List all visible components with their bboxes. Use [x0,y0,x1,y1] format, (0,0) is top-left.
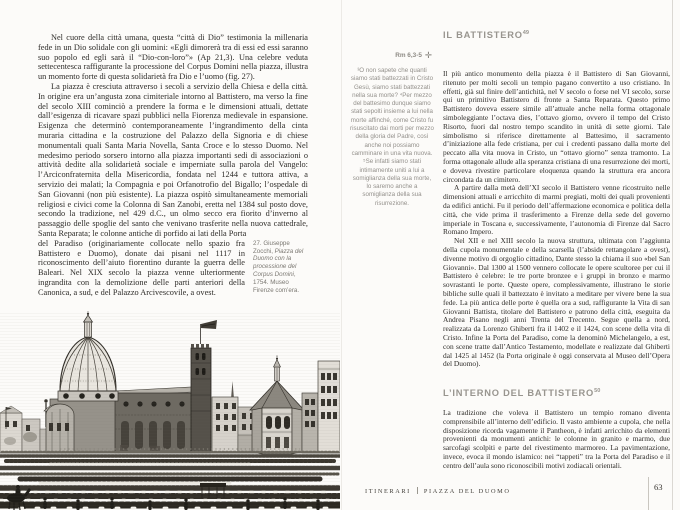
margin-note-text: ³O non sapete che quanti siamo stati battezzati in Cristo Gesù, siamo stati battezzati nella sua morte? ⁴Per mezzo del battesimo dunque siamo stati sepolti insieme a lui nella morte affinché, come Cristo fu risuscitato dai morti per mezzo della gloria del Padre, così anche noi possiamo camminare in una vita nuova. ⁵Se infatti siamo stati intimamente uniti a lui a somiglianza della sua morte, lo saremo anche a somiglianza della sua risurrezione. [350,67,434,207]
right-page [340,0,680,510]
heading-text: IL BATTISTERO [443,30,523,41]
figure-caption [253,240,308,295]
paragraph: Nel XII e nel XIII secolo la nuova struttura, ultimata con l’aggiunta della cupola monumentale e della scarsella (l’abside rettangolare a ovest), divenne motivo di orgoglio cittadino, Dante stesso la chiama il suo «bel San Giovanni». Dal 1300 al 1500 vennero collocate le opere scultoree per cui il Battistero è celebre: le tre porte bronzee e i gruppi in bronzo e marmo sovrastanti le porte. Queste opere, complessivamente, illustrano le storie bibliche sulle quali il battezzato è invitato a meditare per vivere bene la sua fede. La più antica delle porte è quella ora a sud, raffigurante la Vita di san Giovanni Battista, titolare del Battistero e patrono della città, eseguita da Andrea Pisano negli anni Trenta del Trecento. Segue quella a nord, realizzata da Lorenzo Ghiberti fra il 1402 e il 1424, con scene della vita di Cristo. Infine la Porta del Paradiso, come la denominò Michelangelo, a est, con scene tratte dall’Antico Testamento, modellate e realizzate dal Ghiberti dal 1425 al 1452 (la Porta originale è oggi conservata al Museo dell’Opera del Duomo). [443,236,670,369]
running-footer [365,487,510,495]
paragraph: La tradizione che voleva il Battistero un tempio romano diventa comprensibile all’interno dell’edificio. Il vasto ambiente a cupola, che nella disposizione ricorda vagamente il Pantheon, è infatti arricchito da elementi provenienti da monumenti antichi: le colonne in granito e marmo, due sarcofagi scolpiti e parte del rivestimento marmoreo. La pavimentazione, invece, evoca il mondo islamico: nei “tappeti” tra la Porta del Paradiso e il centro dell’aula sono riconoscibili motivi zodiacali orientali. [443,407,670,470]
engraving-piazza-del-duomo [0,311,340,510]
cross-icon: ✛ [424,50,432,60]
margin-note [350,50,434,208]
section-heading-interno [443,387,670,398]
page-gutter [341,0,342,510]
footer-divider [417,487,418,494]
bible-reference: Rm 6,3-5 [395,52,422,59]
engraving-texture-overlay [0,311,340,510]
paragraph: Nel cuore della città umana, questa “città di Dio” testimonia la millenaria fede in un Dio solidale con gli uomini: «Egli dimorerà tra di essi ed essi saranno suo popolo ed egli sarà il “Dio-con-loro”» (Ap 21,3). Una celebre veduta settecentesca raffigurante la processione del Corpus Domini nella piazza, illustra un momento forte di questa solidarietà fra Dio e l’uomo (fig. 27). [38,33,308,82]
paragraph: La piazza è cresciuta attraverso i secoli a servizio della Chiesa e della città. In origine era un’angusta zona cimiteriale intorno al Battistero, ma verso la fine del secolo XIII cominciò a prendere la forma e le dimensioni attuali, dettate dall’esigenza di ricavare spazi pubblici nella Fiorenza medievale in espansione. Esigenza che determinò contemporaneamente l’ingrandimento della cinta muraria cittadina e la costruzione del Palazzo della Signoria e di chiese monumentali quali Santa Maria Novella, Santa Croce e lo stesso Duomo. Nel medesimo periodo sorsero intorno alla piazza importanti sedi di associazioni o attività dedite alla solidarietà sociale e imperniate sulla parola del Vangelo: l’Arciconfraternita della Misericordia, fondata nel 1244 e tuttora attiva, a servizio dei malati; la Compagnia e poi Orfanotrofio del Bigallo; l’ospedale di San Giovanni (non più esistente). La piazza ospitò simultaneamente memoriali religiosi e civici come la Colonna di San Zanobi, eretta nel 1384 sul posto dove, secondo la tradizione, nel 429 d.C., un olmo secco era fiorito d’inverno al passaggio delle spoglie del santo che venivano trasferite nella nuova cattedrale, Santa Reparata; le colonne antiche di porfido ai lati della Porta [38,81,308,238]
paragraph: Il più antico monumento della piazza è il Battistero di San Giovanni, ritenuto per molti secoli un tempio pagano convertito a uso cristiano. In effetti, già sul finire dell’antichità, nel V secolo o forse nel VI secolo, sorse qui un primitivo Battistero di fronte a Santa Reparata. Questo primo Battistero doveva essere simile all’attuale anche nella forma ottagonale simboleggiante l’octava dies, l’ottavo giorno, ovvero il tempo del Cristo Risorto, fuori dal nostro tempo scandito in unità di sette giorni. Tale simbolismo si riferisce direttamente al Battesimo, il sacramento d’iniziazione alla fede cristiana, per cui i credenti passano dalla morte del peccato alla vita nuova in Cristo, un “ottavo giorno” senza tramonto. La forma ottagonale allude alla speranza cristiana di una resurrezione dei morti, e doveva rivestire particolare eloquenza quando la struttura era ancora circondata da un cimitero. [443,69,670,184]
page-number-rule [648,477,649,510]
section-heading-battistero [443,30,529,40]
paragraph: A partire dalla metà dell’XI secolo il Battistero venne ricostruito nelle dimensioni attuali e arricchito di marmi pregiati, molti dei quali provenienti da edifici antichi. Fu il periodo dell’affermazione economica e politica della città, che vide prima il trasferimento a Firenze della sede del governo imperiale in Toscana e, successivamente, l’autonomia di Firenze dal Sacro Romano Impero. [443,183,670,237]
caption-title: Piazza del Duomo con la processione del Corpus Domini [253,247,304,278]
paragraph: del Paradiso (originariamente collocate nello spazio fra Battistero e Duomo), donate dai pisani nel 1117 in riconoscimento dell’aiuto fiorentino durante la guerra delle Baleari. Nel XIX secolo la piazza venne ulteriormente ingrandita con la demolizione delle parti anteriori della Canonica, a sud, e del Palazzo Arcivescovile, a ovest. [38,238,245,297]
right-text-column [443,70,670,471]
page-number: 63 [654,482,663,492]
margin-note-reference [350,50,432,61]
heading-footnote-number: 50 [594,388,601,395]
caption-credit: , 1754. Museo Firenze com’era. [253,270,300,294]
footer-series-label: ITINERARI [365,488,411,495]
footer-chapter-label: PIAZZA DEL DUOMO [423,488,511,495]
heading-footnote-number: 49 [522,30,530,36]
caption-number: 27. Giuseppe Zocchi, [253,239,290,255]
left-text-column [38,33,308,298]
heading-text: L’INTERNO DEL BATTISTERO [443,388,595,399]
page-edge [672,0,673,510]
